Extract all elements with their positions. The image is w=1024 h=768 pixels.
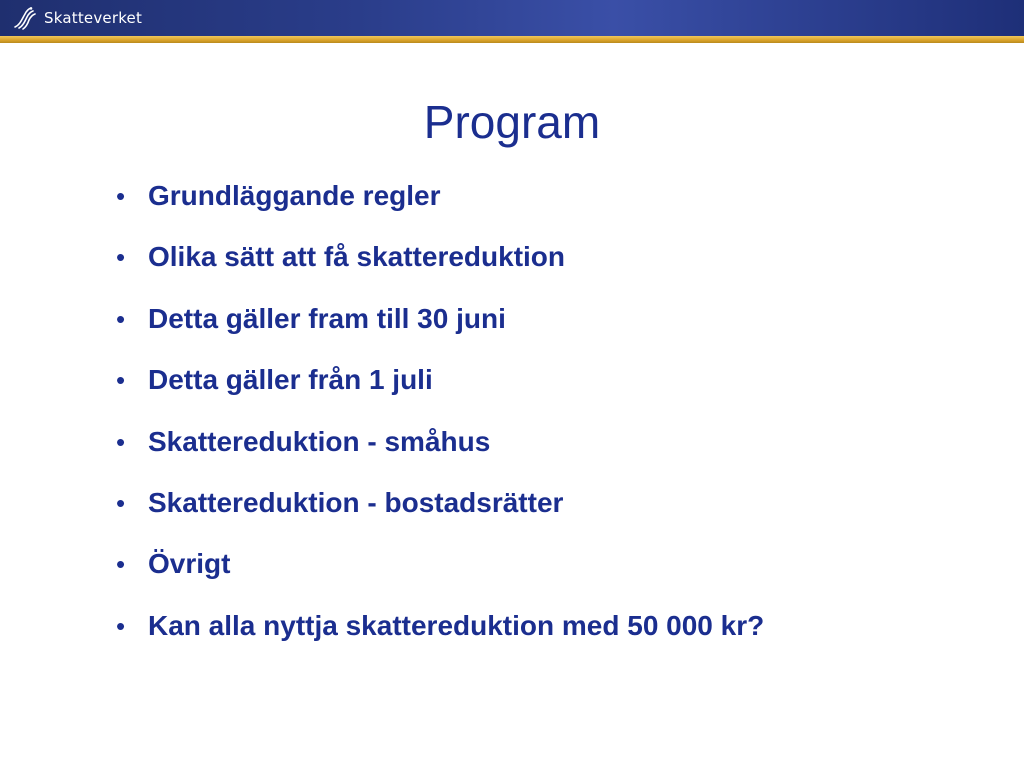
skatteverket-logo-icon xyxy=(12,5,38,31)
header-stripe xyxy=(0,36,1024,43)
bullet-text: Grundläggande regler xyxy=(148,180,441,211)
bullet-item xyxy=(116,237,996,298)
bullet-text: Detta gäller fram till 30 juni xyxy=(148,302,506,334)
brand-name: Skatteverket xyxy=(44,8,143,27)
bullet-list xyxy=(116,176,996,667)
slide-title: Program xyxy=(423,95,601,148)
bullet-item xyxy=(116,299,996,360)
bullet-icon: • xyxy=(116,303,126,334)
bullet-text: Olika sätt att få skattereduktion xyxy=(148,241,566,273)
bullet-item xyxy=(116,606,996,667)
bullet-item xyxy=(116,483,996,544)
bullet-text: Övrigt xyxy=(148,548,231,580)
bullet-text: Detta gäller från 1 juli xyxy=(148,364,433,396)
bullet-item xyxy=(116,544,996,605)
header-bar xyxy=(0,0,1024,36)
brand xyxy=(12,4,142,32)
bullet-text: Kan alla nyttja skattereduktion med 50 000 kr? xyxy=(148,609,765,641)
bullet-icon: • xyxy=(116,242,126,273)
bullet-item xyxy=(116,360,996,421)
bullet-icon: • xyxy=(116,610,126,641)
bullet-text: Skattereduktion - småhus xyxy=(148,425,491,457)
bullet-icon: • xyxy=(116,426,126,457)
bullet-icon: • xyxy=(116,487,126,518)
bullet-item xyxy=(116,422,996,483)
bullet-icon: • xyxy=(116,365,126,396)
bullet-icon: • xyxy=(116,549,126,580)
bullet-item xyxy=(116,176,996,237)
bullet-icon: • xyxy=(116,181,126,211)
bullet-text: Skattereduktion - bostadsrätter xyxy=(148,486,564,518)
